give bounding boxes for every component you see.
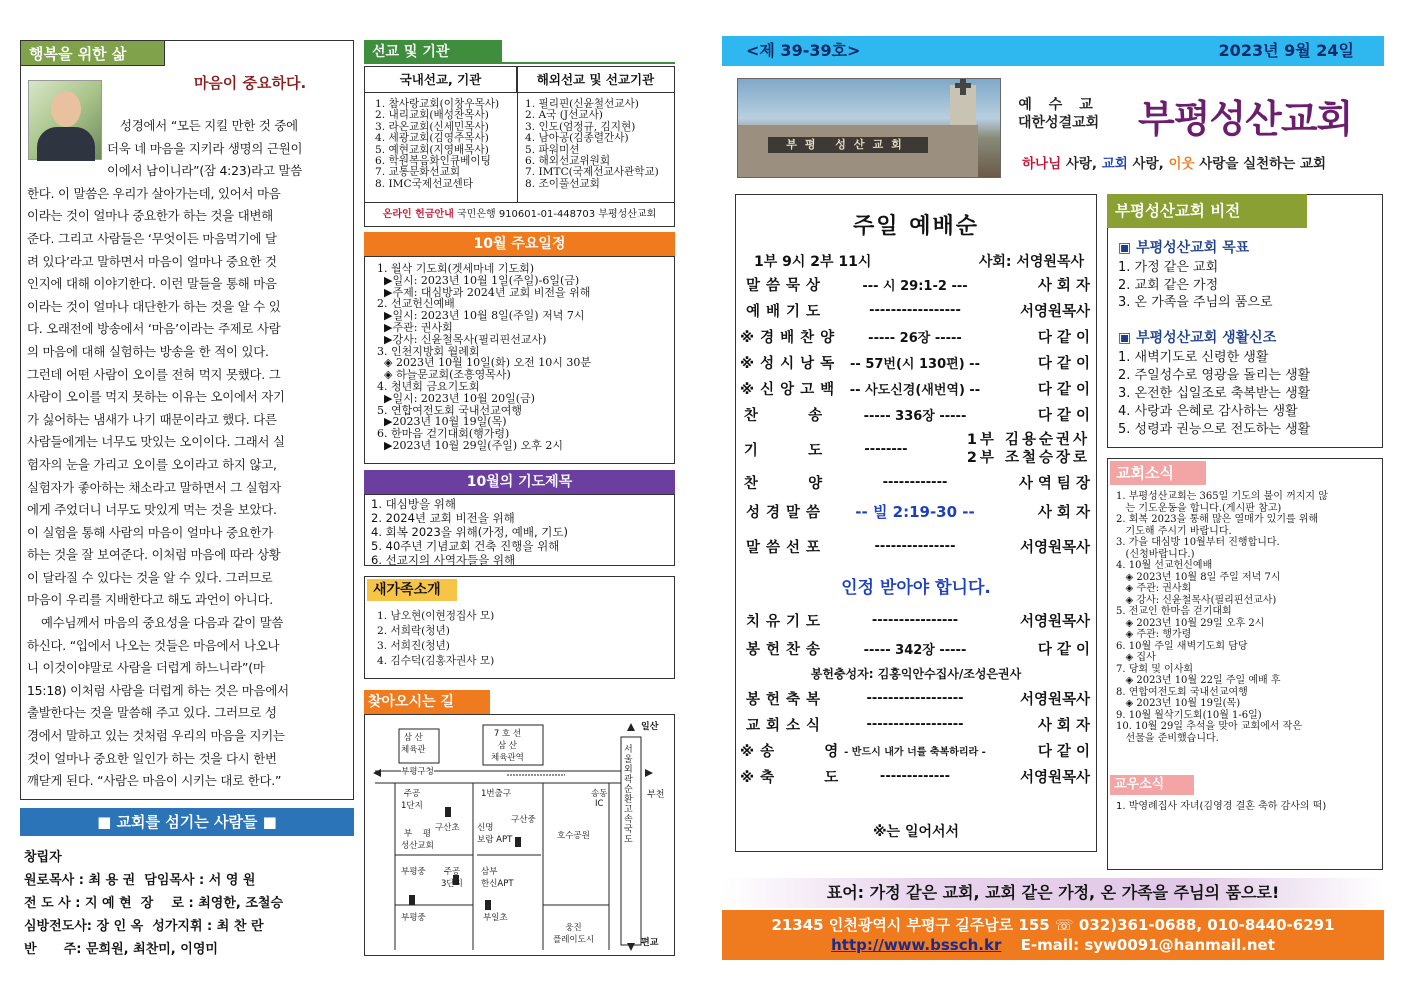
issue-number: <제 39-39호> xyxy=(746,41,861,60)
mission-title: 선교 및 기관 xyxy=(364,40,502,64)
issue-date: 2023년 9월 24일 xyxy=(1218,41,1354,60)
article-line: 사람이 오이를 먹지 못하는 이유는 오이에서 자기 xyxy=(27,389,285,405)
map-builcho: 부일초 xyxy=(483,913,508,923)
worship-row xyxy=(740,349,1090,375)
news-item: (신청바랍니다.) xyxy=(1116,548,1195,560)
article-line: 인지에 대해 이야기한다. 이런 말들을 통해 마음 xyxy=(27,276,277,292)
worship-item: 말씀묵상 xyxy=(745,277,827,294)
goal-item: 1. 가정 같은 교회 xyxy=(1118,260,1219,275)
news-item: ◈ 주관: 권사회 xyxy=(1116,583,1192,594)
new-family-title: 새가족소개 xyxy=(367,579,457,601)
map-samsan: 삼 산 체육관 xyxy=(401,733,426,755)
article-title: 마음이 중요하다. xyxy=(193,74,307,92)
map-woongjin: 웅진 플레이도시 xyxy=(553,923,595,945)
article-line: 이 달라질 수 있다는 것을 알 수 있다. 그러므로 xyxy=(27,569,273,585)
map-songdong: 송동 IC xyxy=(591,789,608,809)
worship-row xyxy=(740,375,1090,401)
schedule-item: ▶일시: 2023년 10월 8일(주일) 저녁 7시 xyxy=(377,309,585,323)
article-line: 에게 주었더니 너무도 맛있게 먹는 것을 보았다. xyxy=(27,502,277,518)
worship-detail: ----- 342장 ----- xyxy=(863,642,967,658)
denomination-line2: 대한성결교회 xyxy=(1018,115,1100,131)
slogan-part: 이웃 xyxy=(1168,156,1195,172)
map-gupyo: 편교 xyxy=(641,938,659,948)
servant-row: 전 도 사 : 지 예 현 장 로 : 최영한, 조철승 xyxy=(24,896,284,911)
denomination-line1: 예 수 교 xyxy=(1018,97,1099,113)
map-gusancho: 구산초 xyxy=(435,823,460,833)
mission-title-rule xyxy=(502,40,675,64)
worship-item: 기 도 xyxy=(743,442,829,459)
worship-item: ※축 도 xyxy=(740,769,845,786)
schedule-item: ▶2023년 10월 19일(목) xyxy=(377,415,507,429)
news-title: 교회소식 xyxy=(1110,461,1206,485)
church-photo xyxy=(737,78,1001,178)
vision-title: 부평성산교회 비전 xyxy=(1107,194,1307,228)
creed-list xyxy=(1118,349,1310,439)
domestic-item: 2. 내리교회(배성찬목사) xyxy=(375,109,489,122)
news-item: 7. 당회 및 이사회 xyxy=(1116,663,1194,675)
article-line: 다. 오래전에 방송에서 ‘마음’이라는 주제로 사람 xyxy=(27,321,281,337)
schedule-item: 3. 인천지방회 월례회 xyxy=(377,344,480,358)
overseas-item: 1. 필리핀(신윤철선교사) xyxy=(525,98,639,110)
article-line: 마음이 우리를 지배한다고 해도 과언이 아니다. xyxy=(27,592,274,608)
schedule-list xyxy=(364,256,675,464)
slogan-part: 하나님 xyxy=(1022,156,1062,172)
worship-detail: ----- 26장 ----- xyxy=(868,330,962,346)
worship-row xyxy=(740,498,1090,524)
article-line: 이 실험을 통해 사람의 마음이 얼마나 중요한가 xyxy=(27,524,274,540)
news-item: 기도해 주시기 바랍니다. xyxy=(1116,525,1232,537)
creed-item: 3. 온전한 십일조로 축복받는 생활 xyxy=(1118,386,1311,401)
prayer-item: 6. 선교지의 사역자들을 위해 xyxy=(371,553,516,567)
new-family-item: 1. 남오현(이현정집사 모) xyxy=(377,610,495,622)
article-line: 가 싫어하는 냄새가 나기 때문이라고 했다. 다른 xyxy=(27,411,277,427)
church-sign: 부평 성산교회 xyxy=(768,137,928,153)
servant-row: 반 주: 문희원, 최찬미, 이영미 xyxy=(24,942,218,957)
schedule-item: ◈ 하늘문교회(조흥영목사) xyxy=(377,368,511,382)
map-gusanjung: 구산중 xyxy=(511,815,536,825)
worship-item: 예배기도 xyxy=(745,303,827,320)
member-news-item: 1. 박영례집사 자녀(김영경 결혼 축하 감사의 떡) xyxy=(1116,801,1327,812)
prayer-item: 2. 2024년 교회 비전을 위해 xyxy=(371,511,515,525)
worship-row xyxy=(740,607,1090,633)
worship-title: 주일 예배순 xyxy=(853,214,979,239)
directions-title: 찾아오시는 길 xyxy=(364,690,490,714)
worship-leader: 사 회 자 xyxy=(1037,277,1090,294)
prayer-list xyxy=(364,494,675,566)
worship-row xyxy=(740,763,1090,789)
denomination xyxy=(1018,96,1099,132)
worship-order xyxy=(735,194,1097,852)
directions-map xyxy=(364,714,675,956)
article-line: 깨닫게 된다. “사람은 마음이 시키는 대로 한다.” xyxy=(27,773,282,789)
overseas-item: 4. 남아공(김종렬간사) xyxy=(525,132,629,145)
servant-row: 심방전도사: 장 인 옥 성가지휘 : 최 찬 란 xyxy=(24,919,264,934)
worship-leader: 사 회 자 xyxy=(1037,717,1090,734)
schedule-item: ▶2023년 10월 29일(주일) 오후 2시 xyxy=(377,438,564,452)
schedule-item: 1. 월삭 기도회(겟세마네 기도회) xyxy=(377,262,535,275)
worship-item: ※경배찬양 xyxy=(740,329,841,346)
worship-row xyxy=(740,323,1090,349)
worship-detail: ----- 336장 ----- xyxy=(863,408,967,424)
article-line: 것이 얼마나 중요한 일인가 하는 것을 다시 한번 xyxy=(27,750,277,766)
worship-row xyxy=(740,429,1090,469)
article-line: 그런데 어떤 사람이 오이를 전혀 먹지 못했다. 그 xyxy=(27,366,281,382)
worship-item: ※송 영 xyxy=(740,743,845,760)
account-label: 온라인 헌금안내 xyxy=(382,209,454,220)
article-line: 성경에서 “모든 지킬 만한 것 중에 xyxy=(120,118,298,133)
sermon-title: 인정 받아야 합니다. xyxy=(841,578,991,598)
offering-note: 봉헌충성자: 김홍익안수집사/조성은권사 xyxy=(810,667,1022,681)
account-text: 국민은행 910601-01-448703 부평성산교회 xyxy=(457,209,657,220)
worship-detail: ------------ xyxy=(882,474,948,490)
footer xyxy=(722,910,1384,960)
worship-item: 봉헌축복 xyxy=(745,691,827,708)
goal-title: ▣ 부평성산교회 목표 xyxy=(1118,240,1250,256)
worship-item: 찬 양 xyxy=(743,475,829,492)
worship-detail: -- 빌 2:19-30 -- xyxy=(855,502,975,521)
map-hosu: 호수공원 xyxy=(557,831,590,841)
article-line: 더욱 네 마음을 지키라 생명의 근원이 xyxy=(107,140,303,156)
worship-detail: --- 시 29:1-2 --- xyxy=(862,278,968,294)
worship-item: 성경말씀 xyxy=(745,504,827,521)
creed-item: 1. 새벽기도로 신령한 생활 xyxy=(1118,350,1269,365)
map-line7: 7 호 선 삼 산 체육관역 xyxy=(491,729,524,763)
worship-item: ※신앙고백 xyxy=(740,381,841,398)
map-bucheon: 부천 xyxy=(647,790,665,800)
domestic-header: 국내선교, 기관 xyxy=(365,67,517,93)
news-item: ◈ 2023년 10월 22일 주일 예배 후 xyxy=(1116,675,1281,686)
worship-leader: 다 같 이 xyxy=(1037,381,1090,398)
schedule-item: ▶일시: 2023년 10월 20일(금) xyxy=(377,391,535,405)
article-line: 사람들에게는 너무도 맛있는 오이이다. 그래서 실 xyxy=(27,434,285,450)
article-line: 한다. 이 말씀은 우리가 살아가는데, 있어서 마음 xyxy=(27,185,281,201)
schedule-item: 6. 한마음 걷기대회(행가령) xyxy=(377,427,510,441)
worship-row xyxy=(740,401,1090,427)
motto: 표어: 가정 같은 교회, 교회 같은 가정, 온 가족을 주님의 품으로! xyxy=(722,878,1384,908)
worship-detail: ------------- xyxy=(879,768,951,784)
map-church: 부 평 성산교회 xyxy=(401,829,434,851)
news-list xyxy=(1116,491,1380,744)
article-line: 예수님께서 마음의 중요성을 다음과 같이 말씀 xyxy=(41,615,284,631)
worship-leader: 다 같 이 xyxy=(1037,407,1090,424)
goal-item: 3. 온 가족을 주님의 품으로 xyxy=(1118,295,1273,310)
worship-detail: ------------------ xyxy=(866,716,964,732)
article-line: 니 이것이야말로 사람을 더럽게 하느니라”(마 xyxy=(27,660,265,676)
schedule-item: 2. 선교헌신예배 xyxy=(377,297,455,311)
domestic-item: 6. 학원복음화인큐베이팅 xyxy=(375,155,491,168)
worship-leader: 다 같 이 xyxy=(1037,743,1090,760)
article-line: 하는 것을 잘 보여준다. 이처럼 마음에 따라 상황 xyxy=(27,547,281,563)
news-item: ◈ 2023년 10월 29일 오후 2시 xyxy=(1116,617,1265,629)
domestic-item: 8. IMC국제선교센타 xyxy=(375,177,474,190)
overseas-list xyxy=(525,99,673,190)
offering-account xyxy=(364,202,675,226)
worship-item: 교회소식 xyxy=(745,717,827,734)
schedule-item: ▶강사: 신윤철목사(필리핀선교사) xyxy=(377,332,547,346)
worship-detail: - 반드시 내가 너를 축복하리라 - xyxy=(844,746,986,758)
goal-list xyxy=(1118,259,1273,312)
news-item: ◈ 2023년 10월 19일(목) xyxy=(1116,698,1241,709)
map-highway: 서울 외곽 순환 고속 국도 xyxy=(624,745,633,845)
prayer-item: 5. 40주년 기념교회 건축 진행을 위해 xyxy=(371,539,560,553)
map-samboo: 삼부 한신APT xyxy=(481,867,514,889)
new-family-list xyxy=(377,609,494,669)
overseas-item: 5. 파워미션 xyxy=(525,143,580,156)
prayer-title: 10월의 기도제목 xyxy=(364,470,675,494)
article-line: 실험자가 좋아하는 채소라고 말하면서 그 실험자 xyxy=(27,479,282,495)
worship-leader: 사 회 자 xyxy=(1037,504,1090,521)
worship-leader: 사 역 팀 장 xyxy=(1018,475,1090,492)
map-bupyeongjung: 부평중 xyxy=(401,867,426,877)
overseas-item: 2. A국 (J선교사) xyxy=(525,109,603,122)
worship-leader: 서영원목사 xyxy=(1019,613,1090,630)
schedule-item: ▶주관: 권사회 xyxy=(377,320,453,334)
creed-title: ▣ 부평성산교회 생활신조 xyxy=(1118,330,1277,346)
schedule-item: ▶주제: 대심방과 2024년 교회 비전을 위해 xyxy=(377,285,591,299)
email: E-mail: syw0091@hanmail.net xyxy=(1020,936,1275,954)
article-line: 경에서 말하고 있는 것처럼 우리의 마음을 지키는 xyxy=(27,728,285,744)
slogan-part: 사랑을 실천하는 교회 xyxy=(1194,156,1327,172)
church-slogan xyxy=(1022,152,1326,172)
map-exit1: 1번출구 xyxy=(481,789,512,799)
servant-row: 원로목사 : 최 용 권 담임목사 : 서 영 원 xyxy=(24,873,256,888)
news-item: ◈ 집사 xyxy=(1116,652,1156,663)
new-family-item: 4. 김수덕(김홍자권사 모) xyxy=(377,655,495,667)
news-item: ◈ 강사: 신윤철목사(필리핀선교사) xyxy=(1116,594,1277,606)
overseas-item: 7. IMTC(국제선교사관학교) xyxy=(525,166,659,179)
news-item: 2. 회복 2023을 통해 많은 열매가 있기를 위해 xyxy=(1116,514,1319,525)
news-item: 6. 10월 주일 새벽기도회 담당 xyxy=(1116,640,1248,652)
map-ilsan: 일산 xyxy=(641,722,659,732)
article-line: 출발한다는 것을 말씀해 주고 있다. 그러므로 성 xyxy=(27,705,277,721)
worship-row xyxy=(740,711,1090,737)
goal-item: 2. 교회 같은 가정 xyxy=(1118,277,1219,293)
worship-detail: -------- xyxy=(864,441,908,457)
domestic-list xyxy=(375,99,515,190)
worship-detail: ---------------- xyxy=(871,612,959,628)
article-line: 려 있다’라고 말하면서 마음이 얼마나 중요한 것 xyxy=(27,253,277,269)
news-item: 9. 10월 월삭기도회(10월 1-6일) xyxy=(1116,709,1262,721)
worship-times: 1부 9시 2부 11시 xyxy=(754,254,872,270)
map-jugong3: 주공 3단지 xyxy=(441,867,463,889)
worship-item: 치유기도 xyxy=(745,613,827,630)
schedule-item: 4. 청년회 금요기도회 xyxy=(377,379,480,393)
slogan-part: 교회 xyxy=(1101,156,1128,172)
domestic-item: 5. 예현교회(지영배목사) xyxy=(375,143,489,156)
news-box xyxy=(1107,458,1383,870)
worship-item: 말씀선포 xyxy=(745,539,827,556)
worship-row xyxy=(740,533,1090,559)
news-item: 선물을 준비했습니다. xyxy=(1116,732,1219,744)
prayer-item: 4. 회복 2023을 위해(가정, 예배, 기도) xyxy=(371,525,568,539)
slogan-part: 사랑, xyxy=(1061,156,1102,172)
homepage-link[interactable]: http://www.bssch.kr xyxy=(831,936,1002,954)
domestic-item: 7. 교통문화선교회 xyxy=(375,166,461,179)
article-line: 이에서 남이니라”(잠 4:23)라고 말씀 xyxy=(107,163,302,179)
news-item: ◈ 2023년 10월 8일 주일 저녁 7시 xyxy=(1116,571,1281,583)
creed-item: 4. 사랑과 은혜로 감사하는 생활 xyxy=(1118,404,1298,419)
article-line: 이라는 것이 얼마나 대단한가 하는 것을 알 수 있 xyxy=(27,298,281,314)
overseas-item: 8. 조이풀선교회 xyxy=(525,177,600,190)
member-news-list xyxy=(1116,801,1378,813)
worship-item: ※성시낭독 xyxy=(740,355,841,372)
worship-host: 사회: 서영원목사 xyxy=(978,254,1084,270)
map-jugong1: 주공 1단지 xyxy=(401,789,423,811)
worship-detail: -- 57번(시 130편) -- xyxy=(850,356,980,372)
slogan-part: 사랑, xyxy=(1127,156,1169,172)
news-item: 3. 가을 대심방 10월부터 진행합니다. xyxy=(1116,537,1280,548)
schedule-title: 10월 주요일정 xyxy=(364,232,675,256)
domestic-item: 1. 참사랑교회(이창우목사) xyxy=(375,98,500,110)
servants-list xyxy=(24,846,354,961)
article-line: 하신다. “입에서 나오는 것들은 마음에서 나오나 xyxy=(27,637,280,653)
member-news-title: 교우소식 xyxy=(1110,775,1194,795)
new-family-item: 2. 서희락(청년) xyxy=(377,625,450,637)
issue-bar xyxy=(722,36,1384,66)
worship-row xyxy=(740,271,1090,297)
worship-leader: 서영원목사 xyxy=(1019,539,1090,556)
new-family-item: 3. 서희진(청년) xyxy=(377,640,450,652)
map-sinmyeong: 신명 보람 APT xyxy=(477,823,513,845)
domestic-item: 3. 라온교회(신세민목사) xyxy=(375,120,489,133)
worship-leader: 서영원목사 xyxy=(1019,691,1090,708)
news-item: 1. 부평성산교회는 365일 기도의 불이 꺼지지 않 xyxy=(1116,491,1328,502)
church-name: 부평성산교회 xyxy=(1138,96,1353,141)
schedule-item: ▶일시: 2023년 10월 1일(주일)-6일(금) xyxy=(377,273,580,287)
schedule-item: ◈ 2023년 10월 10일(화) 오전 10시 30분 xyxy=(377,356,592,370)
worship-leader: 서영원목사 xyxy=(1019,769,1090,786)
worship-leader: 1부 김용순권사 2부 조철승장로 xyxy=(966,432,1090,466)
article-body xyxy=(27,115,349,793)
map-bupalcho: 부평중 xyxy=(401,913,426,923)
worship-row xyxy=(740,685,1090,711)
worship-leader: 서영원목사 xyxy=(1019,303,1090,320)
creed-item: 2. 주일성수로 영광을 돌리는 생활 xyxy=(1118,368,1311,383)
worship-row xyxy=(740,635,1090,661)
new-family-box xyxy=(364,576,675,679)
worship-row xyxy=(740,469,1090,495)
servant-row: 창립자 xyxy=(24,850,62,865)
worship-detail: ----------------- xyxy=(869,302,961,318)
worship-detail: -- 사도신경(새번역) -- xyxy=(849,382,981,398)
article-line: 이라는 것이 얼마나 중요한가 하는 것을 대변해 xyxy=(27,208,274,224)
article-line: 15:18) 이처럼 사람을 더럽게 하는 것은 마음에서 xyxy=(27,682,289,698)
overseas-item: 3. 인도(엄정규, 김지현) xyxy=(525,120,636,133)
worship-leader: 다 같 이 xyxy=(1037,641,1090,658)
news-item: 5. 전교인 한마음 걷기대회 xyxy=(1116,606,1232,617)
address: 21345 인천광역시 부평구 길주남로 155 ☏ 032)361-0688, 010-8440-6291 xyxy=(771,916,1335,934)
worship-detail: --------------- xyxy=(874,538,956,554)
prayer-item: 1. 대심방을 위해 xyxy=(371,497,456,511)
article-line: 의 마음에 대해 실험하는 방송을 한 적이 있다. xyxy=(27,343,269,359)
news-item: 4. 10월 선교헌신예배 xyxy=(1116,560,1213,571)
domestic-item: 4. 세광교회(김영주목사) xyxy=(375,132,489,145)
news-item: 는 기도운동을 합니다.(게시판 참고) xyxy=(1116,502,1282,514)
creed-item: 5. 성령과 권능으로 전도하는 생활 xyxy=(1118,422,1311,437)
worship-times-row xyxy=(754,251,1084,271)
vision-box xyxy=(1107,194,1383,448)
news-item: 10. 10월 29일 추석을 맞아 교회에서 작은 xyxy=(1116,721,1303,732)
worship-row xyxy=(740,297,1090,323)
section-title-happiness: 행복을 위한 삶 xyxy=(20,40,165,66)
worship-detail: ------------------ xyxy=(866,690,964,706)
worship-leader: 다 같 이 xyxy=(1037,329,1090,346)
map-bupyeonggu: 부평구청 xyxy=(401,767,434,777)
article-line: 준다. 그리고 사람들은 ‘무엇이든 마음먹기에 달 xyxy=(27,230,277,246)
news-item: 8. 연합여전도회 국내선교여행 xyxy=(1116,686,1248,698)
schedule-item: 5. 연합여전도회 국내선교여행 xyxy=(377,403,522,417)
stand-note: ※는 일어서서 xyxy=(872,824,960,840)
servants-title: ■ 교회를 섬기는 사람들 ■ xyxy=(20,808,354,836)
worship-leader: 다 같 이 xyxy=(1037,355,1090,372)
worship-item: 봉헌찬송 xyxy=(745,641,827,658)
news-item: ◈ 주관: 행가령 xyxy=(1116,629,1192,640)
worship-item: 찬 송 xyxy=(743,407,829,424)
overseas-header: 해외선교 및 선교기관 xyxy=(517,67,674,93)
worship-row xyxy=(740,737,1090,763)
article-line: 험자의 눈을 가리고 오이를 오이라고 하지 않고, xyxy=(27,456,277,472)
overseas-item: 6. 해외선교위원회 xyxy=(525,155,611,168)
